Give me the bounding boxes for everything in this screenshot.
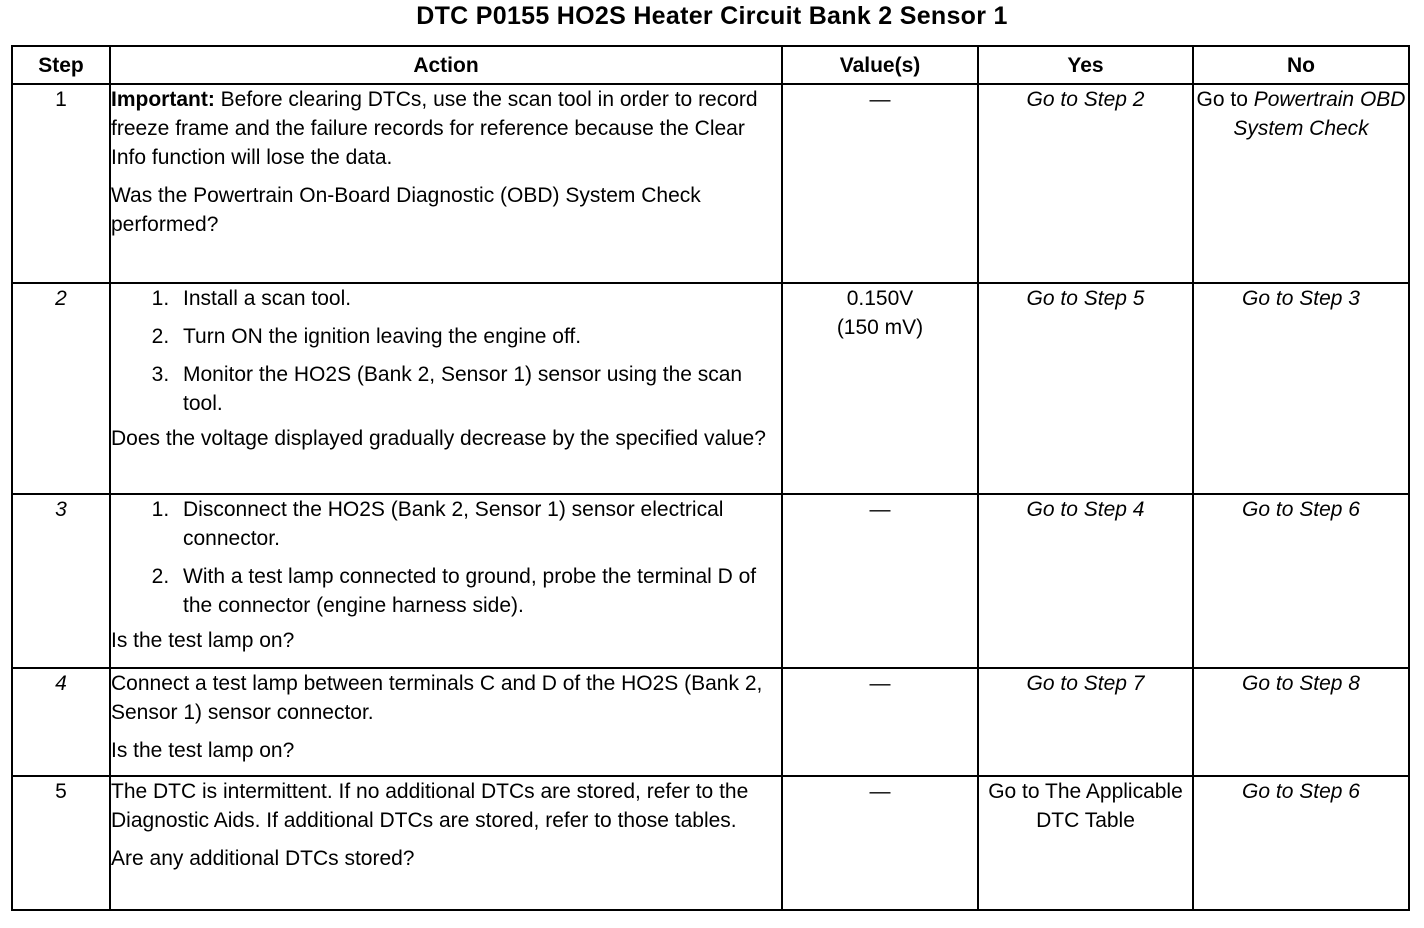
action-text: Connect a test lamp between terminals C and D of the HO2S (Bank 2, Sensor 1) sensor connector. xyxy=(111,672,763,724)
no-cell: Go to Step 8 xyxy=(1193,668,1409,776)
value-line: 0.150V xyxy=(846,287,914,310)
table-row xyxy=(12,283,1409,494)
important-note xyxy=(111,85,781,172)
header-no: No xyxy=(1193,46,1409,84)
action-cell xyxy=(110,84,782,283)
table-row xyxy=(12,494,1409,668)
header-step: Step xyxy=(12,46,110,84)
action-step-item: 1. Install a scan tool. xyxy=(175,284,781,313)
step-number: 4 xyxy=(12,668,110,776)
action-cell xyxy=(110,668,782,776)
header-yes: Yes xyxy=(978,46,1193,84)
action-question: Does the voltage displayed gradually decrease by the specified value? xyxy=(111,427,766,450)
yes-cell: Go to Step 4 xyxy=(978,494,1193,668)
yes-cell: Go to The Applicable DTC Table xyxy=(978,776,1193,910)
value-cell: — xyxy=(782,776,978,910)
action-steps xyxy=(111,495,781,620)
value-cell: — xyxy=(782,494,978,668)
action-text: The DTC is intermittent. If no additional DTCs are stored, refer to the Diagnostic Aids. If additional DTCs are stored, refer to those tables. xyxy=(111,780,749,832)
yes-cell: Go to Step 7 xyxy=(978,668,1193,776)
step-number: 2 xyxy=(12,283,110,494)
action-question: Is the test lamp on? xyxy=(111,629,295,652)
table-row xyxy=(12,84,1409,283)
yes-cell: Go to Step 2 xyxy=(978,84,1193,283)
action-question: Was the Powertrain On-Board Diagnostic (OBD) System Check performed? xyxy=(111,184,701,236)
step-number: 5 xyxy=(12,776,110,910)
value-cell: — xyxy=(782,668,978,776)
header-action: Action xyxy=(110,46,782,84)
value-line: (150 mV) xyxy=(836,316,924,339)
diagnostic-table xyxy=(11,45,1410,911)
step-number: 3 xyxy=(12,494,110,668)
no-cell xyxy=(1193,84,1409,283)
no-cell: Go to Step 3 xyxy=(1193,283,1409,494)
table-row xyxy=(12,776,1409,910)
step-number: 1 xyxy=(12,84,110,283)
important-text: Before clearing DTCs, use the scan tool in order to record freeze frame and the failure records for reference because the Clear Info function will lose the data. xyxy=(111,88,758,169)
action-cell xyxy=(110,776,782,910)
no-cell: Go to Step 6 xyxy=(1193,776,1409,910)
action-cell xyxy=(110,494,782,668)
important-label: Important: xyxy=(111,88,215,111)
action-question: Is the test lamp on? xyxy=(111,739,295,762)
value-cell xyxy=(782,283,978,494)
action-cell xyxy=(110,283,782,494)
action-steps xyxy=(111,284,781,418)
action-step-item: 2. With a test lamp connected to ground, probe the terminal D of the connector (engine harness side). xyxy=(175,562,781,620)
table-row xyxy=(12,668,1409,776)
page-title: DTC P0155 HO2S Heater Circuit Bank 2 Sensor 1 xyxy=(416,2,1008,30)
no-cell: Go to Step 6 xyxy=(1193,494,1409,668)
header-values: Value(s) xyxy=(782,46,978,84)
action-step-item: 1. Disconnect the HO2S (Bank 2, Sensor 1) sensor electrical connector. xyxy=(175,495,781,553)
action-question: Are any additional DTCs stored? xyxy=(111,847,415,870)
no-link: Powertrain OBD System Check xyxy=(1233,88,1406,140)
action-step-item: 3. Monitor the HO2S (Bank 2, Sensor 1) sensor using the scan tool. xyxy=(175,360,781,418)
header-row xyxy=(12,46,1409,84)
value-cell: — xyxy=(782,84,978,283)
action-step-item: 2. Turn ON the ignition leaving the engine off. xyxy=(175,322,781,351)
yes-cell: Go to Step 5 xyxy=(978,283,1193,494)
no-prefix: Go to xyxy=(1196,88,1254,111)
